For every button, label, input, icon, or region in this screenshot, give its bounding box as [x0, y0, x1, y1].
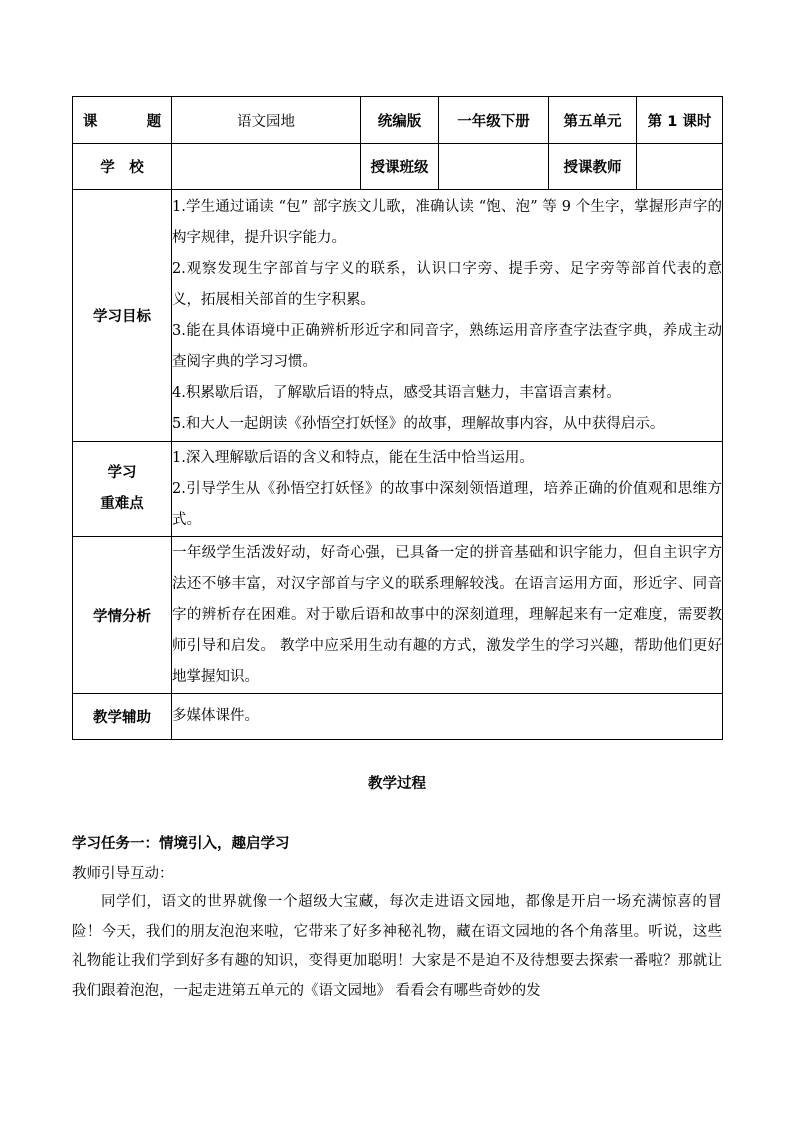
- objective-item: 5.和大人一起朗读《孙悟空打妖怪》的故事，理解故事内容，从中获得启示。: [172, 415, 665, 432]
- lesson-plan-table: [72, 96, 723, 740]
- teacher-value: [637, 144, 723, 190]
- unit-cell: 第五单元: [549, 97, 637, 144]
- class-label: 授课班级: [361, 144, 439, 190]
- school-row: [73, 144, 723, 190]
- task-paragraph: 同学们，语文的世界就像一个超级大宝藏，每次走进语文园地，都像是开启一场充满惊喜的冒险！今天，我们的朋友泡泡来啦，它带来了好多神秘礼物，藏在语文园地的各个角落里。听说，这些礼物能让我们学到好多有趣的知识，变得更加聪明！大家是不是迫不及待想要去探索一番啦？那就让我们跟着泡泡，一起走进第五单元的《语文园地》 看看会有哪些奇妙的发: [72, 894, 722, 999]
- aids-content: 多媒体课件。: [172, 694, 723, 740]
- key-points-label: [73, 442, 172, 537]
- class-value: [439, 144, 549, 190]
- objective-item: 2.观察发现生字部首与字义的联系，认识口字旁、提手旁、足字旁等部首代表的意义，拓展相关部首的生字积累。: [172, 260, 722, 308]
- objective-item: 1.学生通过诵读 “包” 部字族文儿歌，准确认读 “饱、泡” 等 9 个生字，掌握形声字的构字规律，提升识字能力。: [172, 198, 722, 246]
- task-lead: 教师引导互动：: [72, 866, 174, 882]
- school-value: [172, 144, 361, 190]
- key-points-label-line2: 重难点: [100, 496, 144, 512]
- objective-item: 3.能在具体语境中正确辨析形近字和同音字，熟练运用音序查字法查字典，养成主动查阅字典的学习习惯。: [172, 322, 722, 370]
- key-points-content: [172, 442, 723, 537]
- edition-cell: 统编版: [361, 97, 439, 144]
- grade-cell: 一年级下册: [439, 97, 549, 144]
- analysis-content: [172, 537, 723, 694]
- objectives-content: [172, 190, 723, 442]
- lesson-label-cell: [73, 97, 179, 144]
- period-cell: 第 1 课时: [637, 97, 723, 144]
- school-label-cell: [73, 144, 172, 190]
- lesson-value: 语文园地: [172, 97, 361, 144]
- key-points-label-line1: 学习: [107, 465, 137, 481]
- analysis-label: 学情分析: [73, 537, 172, 694]
- analysis-text: 一年级学生活泼好动，好奇心强，已具备一定的拼音基础和识字能力，但自主识字方法还不够丰富，对汉字部首与字义的联系理解较浅。在语言运用方面，形近字、同音字的辨析存在困难。对于歇后语和故事中的深刻道理，理解起来有一定难度，需要教师引导和启发。 教学中应采用生动有趣的方式，激发学生的学习兴趣，帮助他们更好地掌握知识。: [172, 544, 722, 685]
- teacher-label: 授课教师: [549, 144, 637, 190]
- school-label: 学 校: [100, 160, 144, 176]
- objectives-row: [73, 190, 723, 442]
- task-title: 学习任务一：情境引入，趣启学习: [72, 836, 290, 852]
- key-point-item: 2.引导学生从《孙悟空打妖怪》的故事中深刻领悟道理，培养正确的价值观和思维方式。: [172, 480, 722, 528]
- objective-item: 4.积累歇后语，了解歇后语的特点，感受其语言魅力，丰富语言素材。: [172, 384, 621, 401]
- objectives-label: 学习目标: [73, 190, 172, 442]
- analysis-row: [73, 537, 723, 694]
- key-point-item: 1.深入理解歇后语的含义和特点，能在生活中恰当运用。: [172, 449, 534, 466]
- process-heading: 教学过程: [368, 776, 426, 792]
- header-row: [73, 97, 723, 144]
- lesson-label: 课 题: [82, 113, 179, 130]
- key-points-row: [73, 442, 723, 537]
- aids-row: [73, 694, 723, 740]
- aids-label: 教学辅助: [73, 694, 172, 740]
